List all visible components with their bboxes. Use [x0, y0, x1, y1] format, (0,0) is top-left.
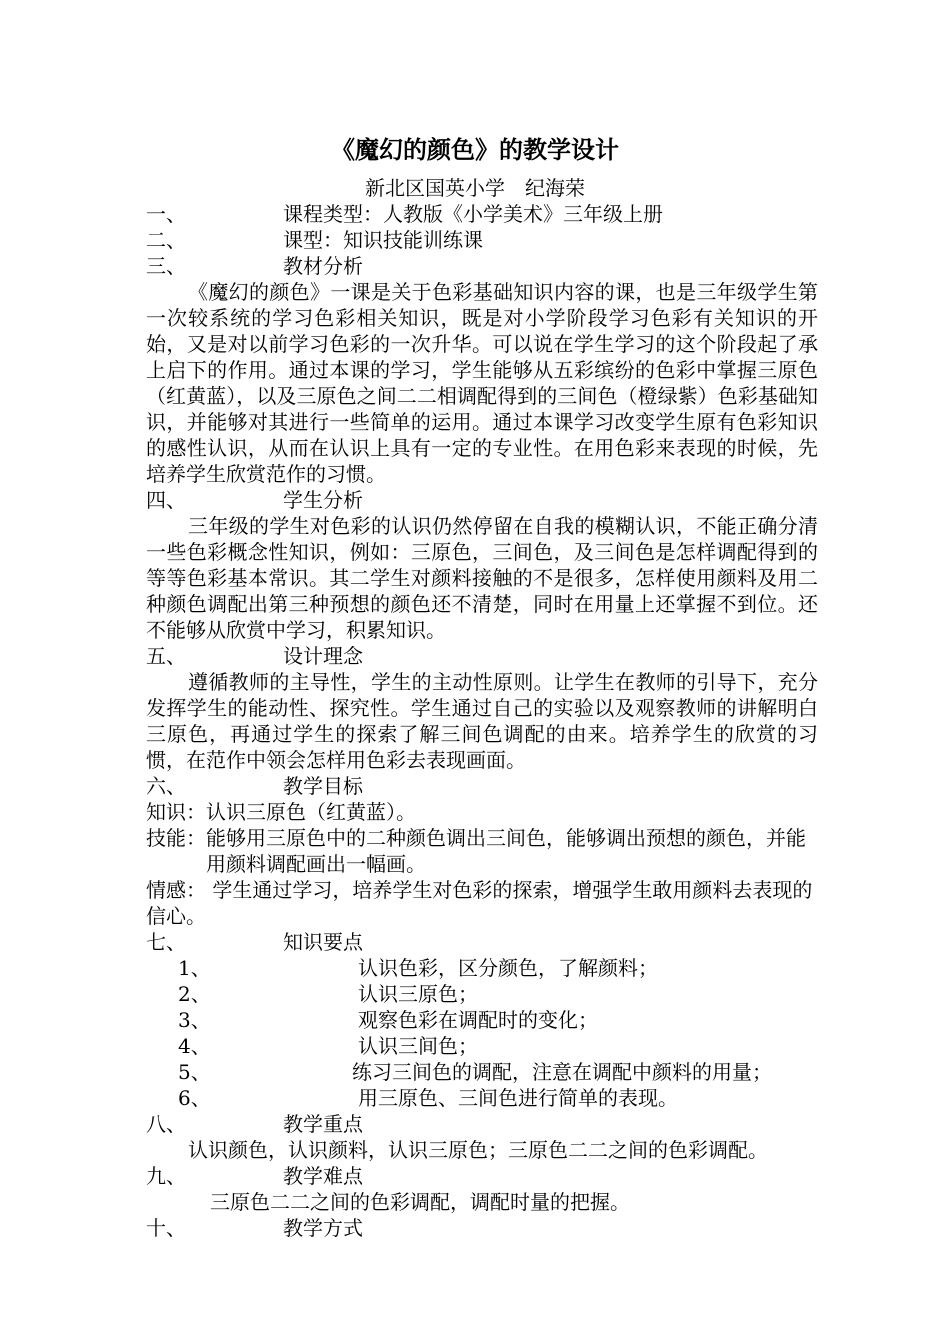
section-title: 教学重点	[283, 1112, 363, 1136]
section-heading	[146, 201, 818, 227]
section-heading	[146, 643, 818, 669]
student-analysis-paragraph: 三年级的学生对色彩的认识仍然停留在自我的模糊认识，不能正确分清一些色彩概念性知识，例如：三原色，三间色，及三间色是怎样调配得到的等等色彩基本常识。其二学生对颜料接触的不是很多，怎样使用颜料及用二种颜色调配出第三种预想的颜色还不清楚，同时在用量上还掌握不到位。还不能够从欣赏中学习，积累知识。	[146, 514, 818, 642]
goal-text: 能够用三原色中的二种颜色调出三间色，能够调出预想的颜色，并能用颜料调配画出一幅画。	[206, 826, 806, 876]
item-number: 6、	[178, 1086, 211, 1110]
section-number: 八、	[146, 1112, 186, 1136]
author-line: 新北区国英小学 纪海荣	[365, 176, 585, 200]
goal-emotion	[146, 877, 818, 929]
section-title: 教学目标	[283, 774, 363, 798]
item-text: 认识三间色；	[358, 1034, 478, 1058]
goal-label: 知识：	[146, 800, 206, 824]
section-heading	[146, 253, 818, 279]
list-item	[146, 1085, 818, 1111]
list-item	[146, 955, 818, 981]
document-body	[146, 201, 818, 1241]
section-title: 设计理念	[283, 644, 363, 668]
item-number: 4、	[178, 1034, 211, 1058]
key-points-text: 认识颜色，认识颜料，认识三原色；三原色二二之间的色彩调配。	[188, 1138, 768, 1162]
item-text: 用三原色、三间色进行简单的表现。	[358, 1086, 678, 1110]
goal-label: 技能：	[146, 826, 206, 850]
section-number: 十、	[146, 1216, 186, 1240]
section-number: 一、	[146, 202, 186, 226]
section-title: 知识要点	[283, 930, 363, 954]
list-item	[146, 1059, 818, 1085]
section-title: 教材分析	[283, 254, 363, 278]
item-text: 认识三原色；	[358, 982, 478, 1006]
item-number: 3、	[178, 1008, 211, 1032]
design-concept-paragraph: 遵循教师的主导性，学生的主动性原则。让学生在教师的引导下，充分发挥学生的能动性、探究性。学生通过自己的实验以及观察教师的讲解明白三原色，再通过学生的探索了解三间色调配的由来。培养学生的欣赏的习惯，在范作中领会怎样用色彩去表现画面。	[146, 670, 818, 772]
section-number: 二、	[146, 228, 186, 252]
item-text: 练习三间色的调配，注意在调配中颜料的用量；	[352, 1060, 772, 1084]
section-title: 教学方式	[283, 1216, 363, 1240]
section-number: 九、	[146, 1164, 186, 1188]
goal-knowledge	[146, 799, 818, 825]
list-item	[146, 1007, 818, 1033]
section-heading	[146, 1215, 818, 1241]
goal-text: 认识三原色（红黄蓝）。	[206, 800, 416, 824]
section-number: 六、	[146, 774, 186, 798]
document-title: 《魔幻的颜色》的教学设计	[331, 135, 619, 164]
section-heading	[146, 1163, 818, 1189]
item-number: 1、	[178, 956, 211, 980]
section-number: 五、	[146, 644, 186, 668]
item-number: 2、	[178, 982, 211, 1006]
item-text: 观察色彩在调配时的变化；	[358, 1008, 598, 1032]
section-title: 课型：知识技能训练课	[283, 228, 483, 252]
textbook-analysis-paragraph: 《魔幻的颜色》一课是关于色彩基础知识内容的课，也是三年级学生第一次较系统的学习色彩相关知识，既是对小学阶段学习色彩有关知识的开始，又是对以前学习色彩的一次升华。可以说在学生学习的这个阶段起了承上启下的作用。通过本课的学习，学生能够从五彩缤纷的色彩中掌握三原色（红黄蓝），以及三原色之间二二相调配得到的三间色（橙绿紫）色彩基础知识，并能够对其进行一些简单的运用。通过本课学习改变学生原有色彩知识的感性认识，从而在认识上具有一定的专业性。在用色彩来表现的时候，先培养学生欣赏范作的习惯。	[146, 280, 818, 486]
section-heading	[146, 929, 818, 955]
list-item	[146, 981, 818, 1007]
item-number: 5、	[178, 1060, 211, 1084]
section-number: 四、	[146, 488, 186, 512]
section-number: 三、	[146, 254, 186, 278]
section-title: 学生分析	[283, 488, 363, 512]
section-title: 教学难点	[283, 1164, 363, 1188]
section-heading	[146, 227, 818, 253]
difficulties-text: 三原色二二之间的色彩调配，调配时量的把握。	[210, 1190, 630, 1214]
section-number: 七、	[146, 930, 186, 954]
section-heading	[146, 1111, 818, 1137]
item-text: 认识色彩，区分颜色，了解颜料；	[358, 956, 658, 980]
goal-text: 学生通过学习，培养学生对色彩的探索，增强学生敢用颜料去表现的信心。	[146, 878, 813, 928]
section-title: 课程类型：人教版《小学美术》三年级上册	[283, 202, 663, 226]
section-heading	[146, 773, 818, 799]
goal-label: 情感：	[146, 878, 206, 902]
goal-skill	[146, 825, 818, 877]
section-heading	[146, 487, 818, 513]
list-item	[146, 1033, 818, 1059]
